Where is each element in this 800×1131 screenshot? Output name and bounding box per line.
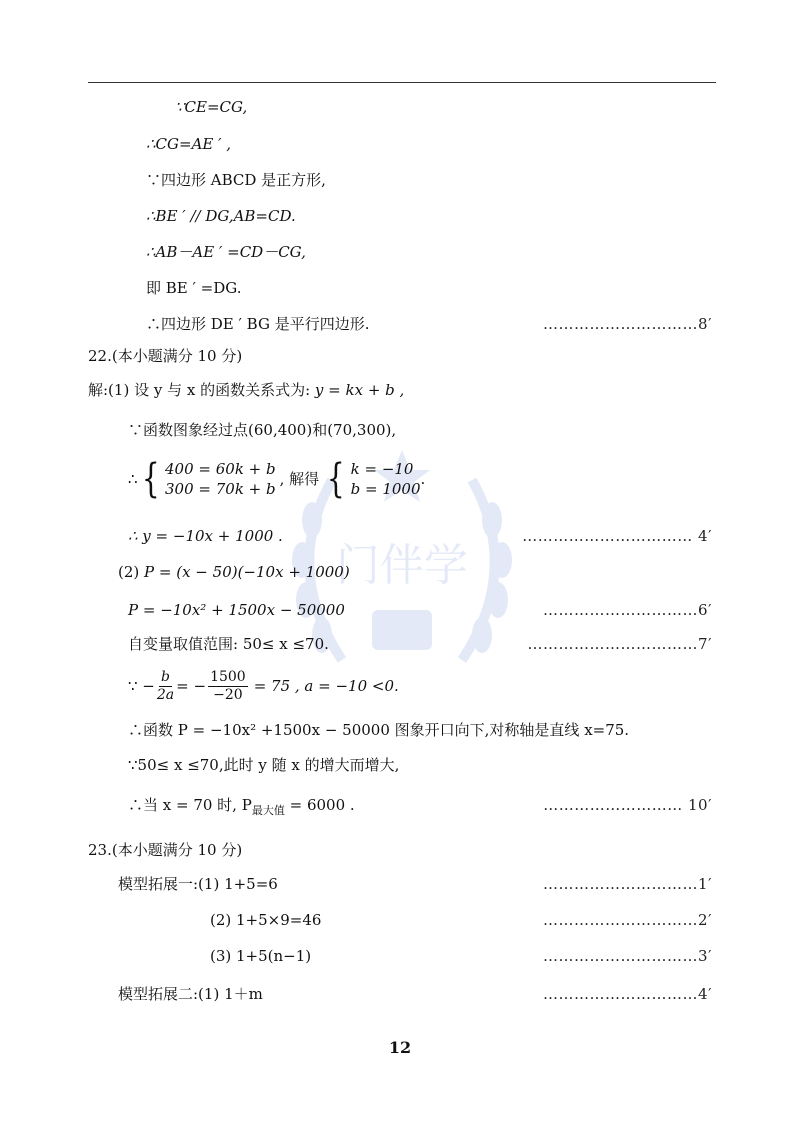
q22-frac1-den: 2a	[156, 686, 175, 703]
proof-line-1: ∵CE=CG,	[175, 98, 248, 116]
page-number: 12	[388, 1038, 412, 1057]
q22-score-7: ……………………………7′	[527, 635, 712, 653]
q22-fraction-2	[208, 669, 248, 704]
q22-frac1-num: b	[161, 668, 170, 685]
q23-score-1: …………………………1′	[543, 875, 712, 893]
proof-line-6: 即 BE ′ =DG.	[146, 279, 242, 297]
q22-header: 22.(本小题满分 10 分)	[88, 347, 243, 365]
left-brace-icon: {	[326, 456, 345, 502]
q22-axis-prefix: ∵ −	[128, 677, 155, 695]
q23-score-2: …………………………2′	[543, 911, 712, 929]
q22-sol-k: k = −10	[350, 460, 414, 478]
q22-score-10: ……………………… 10′	[543, 796, 712, 814]
q22-equation-system	[128, 456, 425, 502]
proof-line-2: ∴CG=AE ′ ,	[146, 135, 232, 153]
proof-score-8: …………………………8′	[543, 315, 712, 333]
q22-system-end: .	[420, 470, 426, 488]
q22-system-1	[138, 456, 276, 502]
q22-eq-2: 300 = 70k + b	[165, 480, 276, 498]
proof-line-3: ∵四边形 ABCD 是正方形,	[146, 171, 326, 189]
q23-model1-1: 模型拓展一:(1) 1+5=6	[118, 875, 278, 893]
proof-line-4: ∴BE ′ // DG,AB=CD.	[146, 207, 296, 225]
q22-points: ∵函数图象经过点(60,400)和(70,300),	[128, 421, 397, 439]
q22-system-2	[323, 456, 421, 502]
q23-score-3: …………………………3′	[543, 947, 712, 965]
q22-frac2-den: −20	[213, 686, 243, 703]
q23-score-4: …………………………4′	[543, 985, 712, 1003]
q22-part2-label: (2)	[118, 563, 140, 581]
q22-axis	[128, 666, 399, 706]
q22-frac2-num: 1500	[210, 668, 246, 685]
q23-model1-2: (2) 1+5×9=46	[210, 911, 322, 929]
q22-part2	[118, 562, 350, 582]
q22-increasing: ∵50≤ x ≤70,此时 y 随 x 的增大而增大,	[128, 756, 400, 774]
q22-result: ∴ y = −10x + 1000 .	[128, 527, 283, 545]
q22-axis-mid: = −	[176, 677, 207, 695]
q22-solve-word: , 解得	[279, 470, 320, 488]
q22-score-6: …………………………6′	[543, 601, 712, 619]
q22-domain: 自变量取值范围: 50≤ x ≤70.	[128, 635, 329, 653]
q22-max	[128, 795, 355, 821]
q22-score-4: …………………………… 4′	[522, 527, 712, 545]
proof-line-7: ∴四边形 DE ′ BG 是平行四边形.	[146, 315, 370, 333]
q22-opens: ∴函数 P = −10x² +1500x − 50000 图象开口向下,对称轴是直线 x=75.	[128, 721, 630, 739]
q22-intro-formula: y = kx + b ,	[314, 381, 405, 399]
q22-max-prefix: ∴当 x = 70 时, P	[128, 796, 252, 814]
proof-line-5: ∴AB－AE ′ =CD－CG,	[146, 243, 306, 261]
q22-eq-1: 400 = 60k + b	[165, 460, 276, 478]
q22-part2-formula: P = (x − 50)(−10x + 1000)	[144, 563, 350, 581]
q22-expanded: P = −10x² + 1500x − 50000	[128, 601, 345, 619]
q22-max-end: = 6000 .	[289, 796, 355, 814]
q22-intro-text: 解:(1) 设 y 与 x 的函数关系式为:	[88, 381, 311, 399]
q22-sol-b: b = 1000	[350, 480, 421, 498]
q22-fraction-1	[157, 669, 174, 704]
q23-header: 23.(本小题满分 10 分)	[88, 841, 243, 859]
q22-axis-end: = 75 , a = −10 <0.	[253, 677, 399, 695]
watermark-text: 门伴学	[336, 540, 468, 591]
q22-solution-intro	[88, 380, 404, 400]
q23-model2-1: 模型拓展二:(1) 1＋m	[118, 985, 263, 1003]
q22-max-sub: 最大值	[251, 804, 285, 817]
header-rule	[88, 82, 716, 83]
q22-therefore: ∴	[128, 470, 138, 488]
left-brace-icon: {	[141, 456, 160, 502]
q23-model1-3: (3) 1+5(n−1)	[210, 947, 312, 965]
